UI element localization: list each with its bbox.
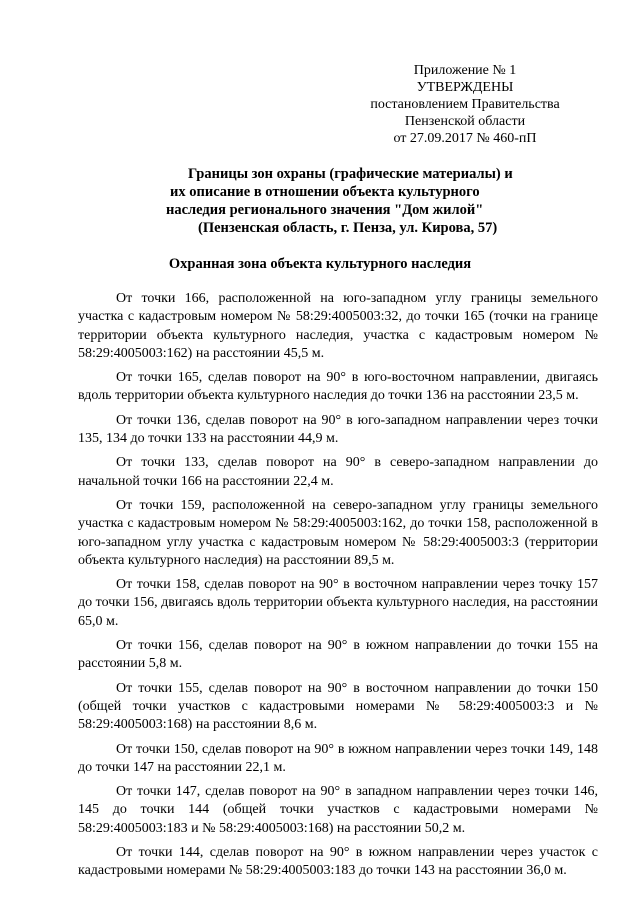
document-title	[150, 165, 570, 237]
approval-block	[330, 62, 600, 147]
paragraph: От точки 156, сделав поворот на 90° в южном направлении до точки 155 на расстоянии 5,8 м.	[78, 638, 598, 672]
paragraph: От точки 133, сделав поворот на 90° в северо-западном направлении до начальной точки 166 на расстоянии 22,4 м.	[78, 455, 598, 489]
title-line: (Пензенская область, г. Пенза, ул. Кирова, 57)	[198, 220, 498, 236]
resolution-label: постановлением Правительства	[370, 97, 560, 112]
paragraph: От точки 136, сделав поворот на 90° в юго-западном направлении через точки 135, 134 до точки 133 на расстоянии 44,9 м.	[78, 412, 598, 447]
paragraph: От точки 147, сделав поворот на 90° в западном направлении через точки 146, 145 до точки 144 (общей точки участков с кадастровыми номерами № 58:29:4005003:183 и № 58:29:4005003:168) на расстоянии 50,2 м.	[78, 784, 598, 836]
title-line: Границы зон охраны (графические материалы) и	[188, 166, 513, 182]
paragraph: От точки 166, расположенной на юго-западном углу границы земельного участка с кадастровым номером № 58:29:4005003:32, до точки 165 (точки на границе территории объекта культурного наследия, участка с кадастровым номером № 58:29:4005003:162) на расстоянии 45,5 м.	[78, 291, 598, 361]
title-line: наследия регионального значения "Дом жилой"	[166, 202, 484, 218]
paragraph: От точки 155, сделав поворот на 90° в восточном направлении до точки 150 (общей точки участков с кадастровыми номерами № 58:29:4005003:3 и № 58:29:4005003:168) на расстоянии 8,6 м.	[78, 680, 598, 733]
paragraph: От точки 159, расположенной на северо-западном углу границы земельного участка с кадастровым номером № 58:29:4005003:162, до точки 158, расположенной в юго-западном углу участка с кадастровым номером № 58:29:4005003:3 (территории объекта культурного наследия) на расстоянии 89,5 м.	[78, 497, 598, 568]
approved-label: УТВЕРЖДЕНЫ	[416, 80, 514, 95]
document-body	[78, 290, 598, 887]
paragraph: От точки 144, сделав поворот на 90° в южном направлении через участок с кадастровыми номерами № 58:29:4005003:183 до точки 143 на расстоянии 36,0 м.	[78, 845, 598, 879]
paragraph: От точки 158, сделав поворот на 90° в восточном направлении через точку 157 до точки 156, двигаясь вдоль территории объекта культурного наследия, на расстоянии 65,0 м.	[78, 577, 598, 629]
paragraph: От точки 165, сделав поворот на 90° в юго-восточном направлении, двигаясь вдоль территории объекта культурного наследия до точки 136 на расстоянии 23,5 м.	[78, 370, 598, 404]
region-label: Пензенской области	[404, 114, 526, 129]
section-heading: Охранная зона объекта культурного наследия	[168, 256, 472, 272]
appendix-number: Приложение № 1	[413, 63, 517, 78]
title-line: их описание в отношении объекта культурного	[170, 184, 480, 200]
paragraph: От точки 150, сделав поворот на 90° в южном направлении через точки 149, 148 до точки 147 на расстоянии 22,1 м.	[78, 741, 598, 775]
resolution-date-number: от 27.09.2017 № 460-пП	[393, 131, 537, 146]
